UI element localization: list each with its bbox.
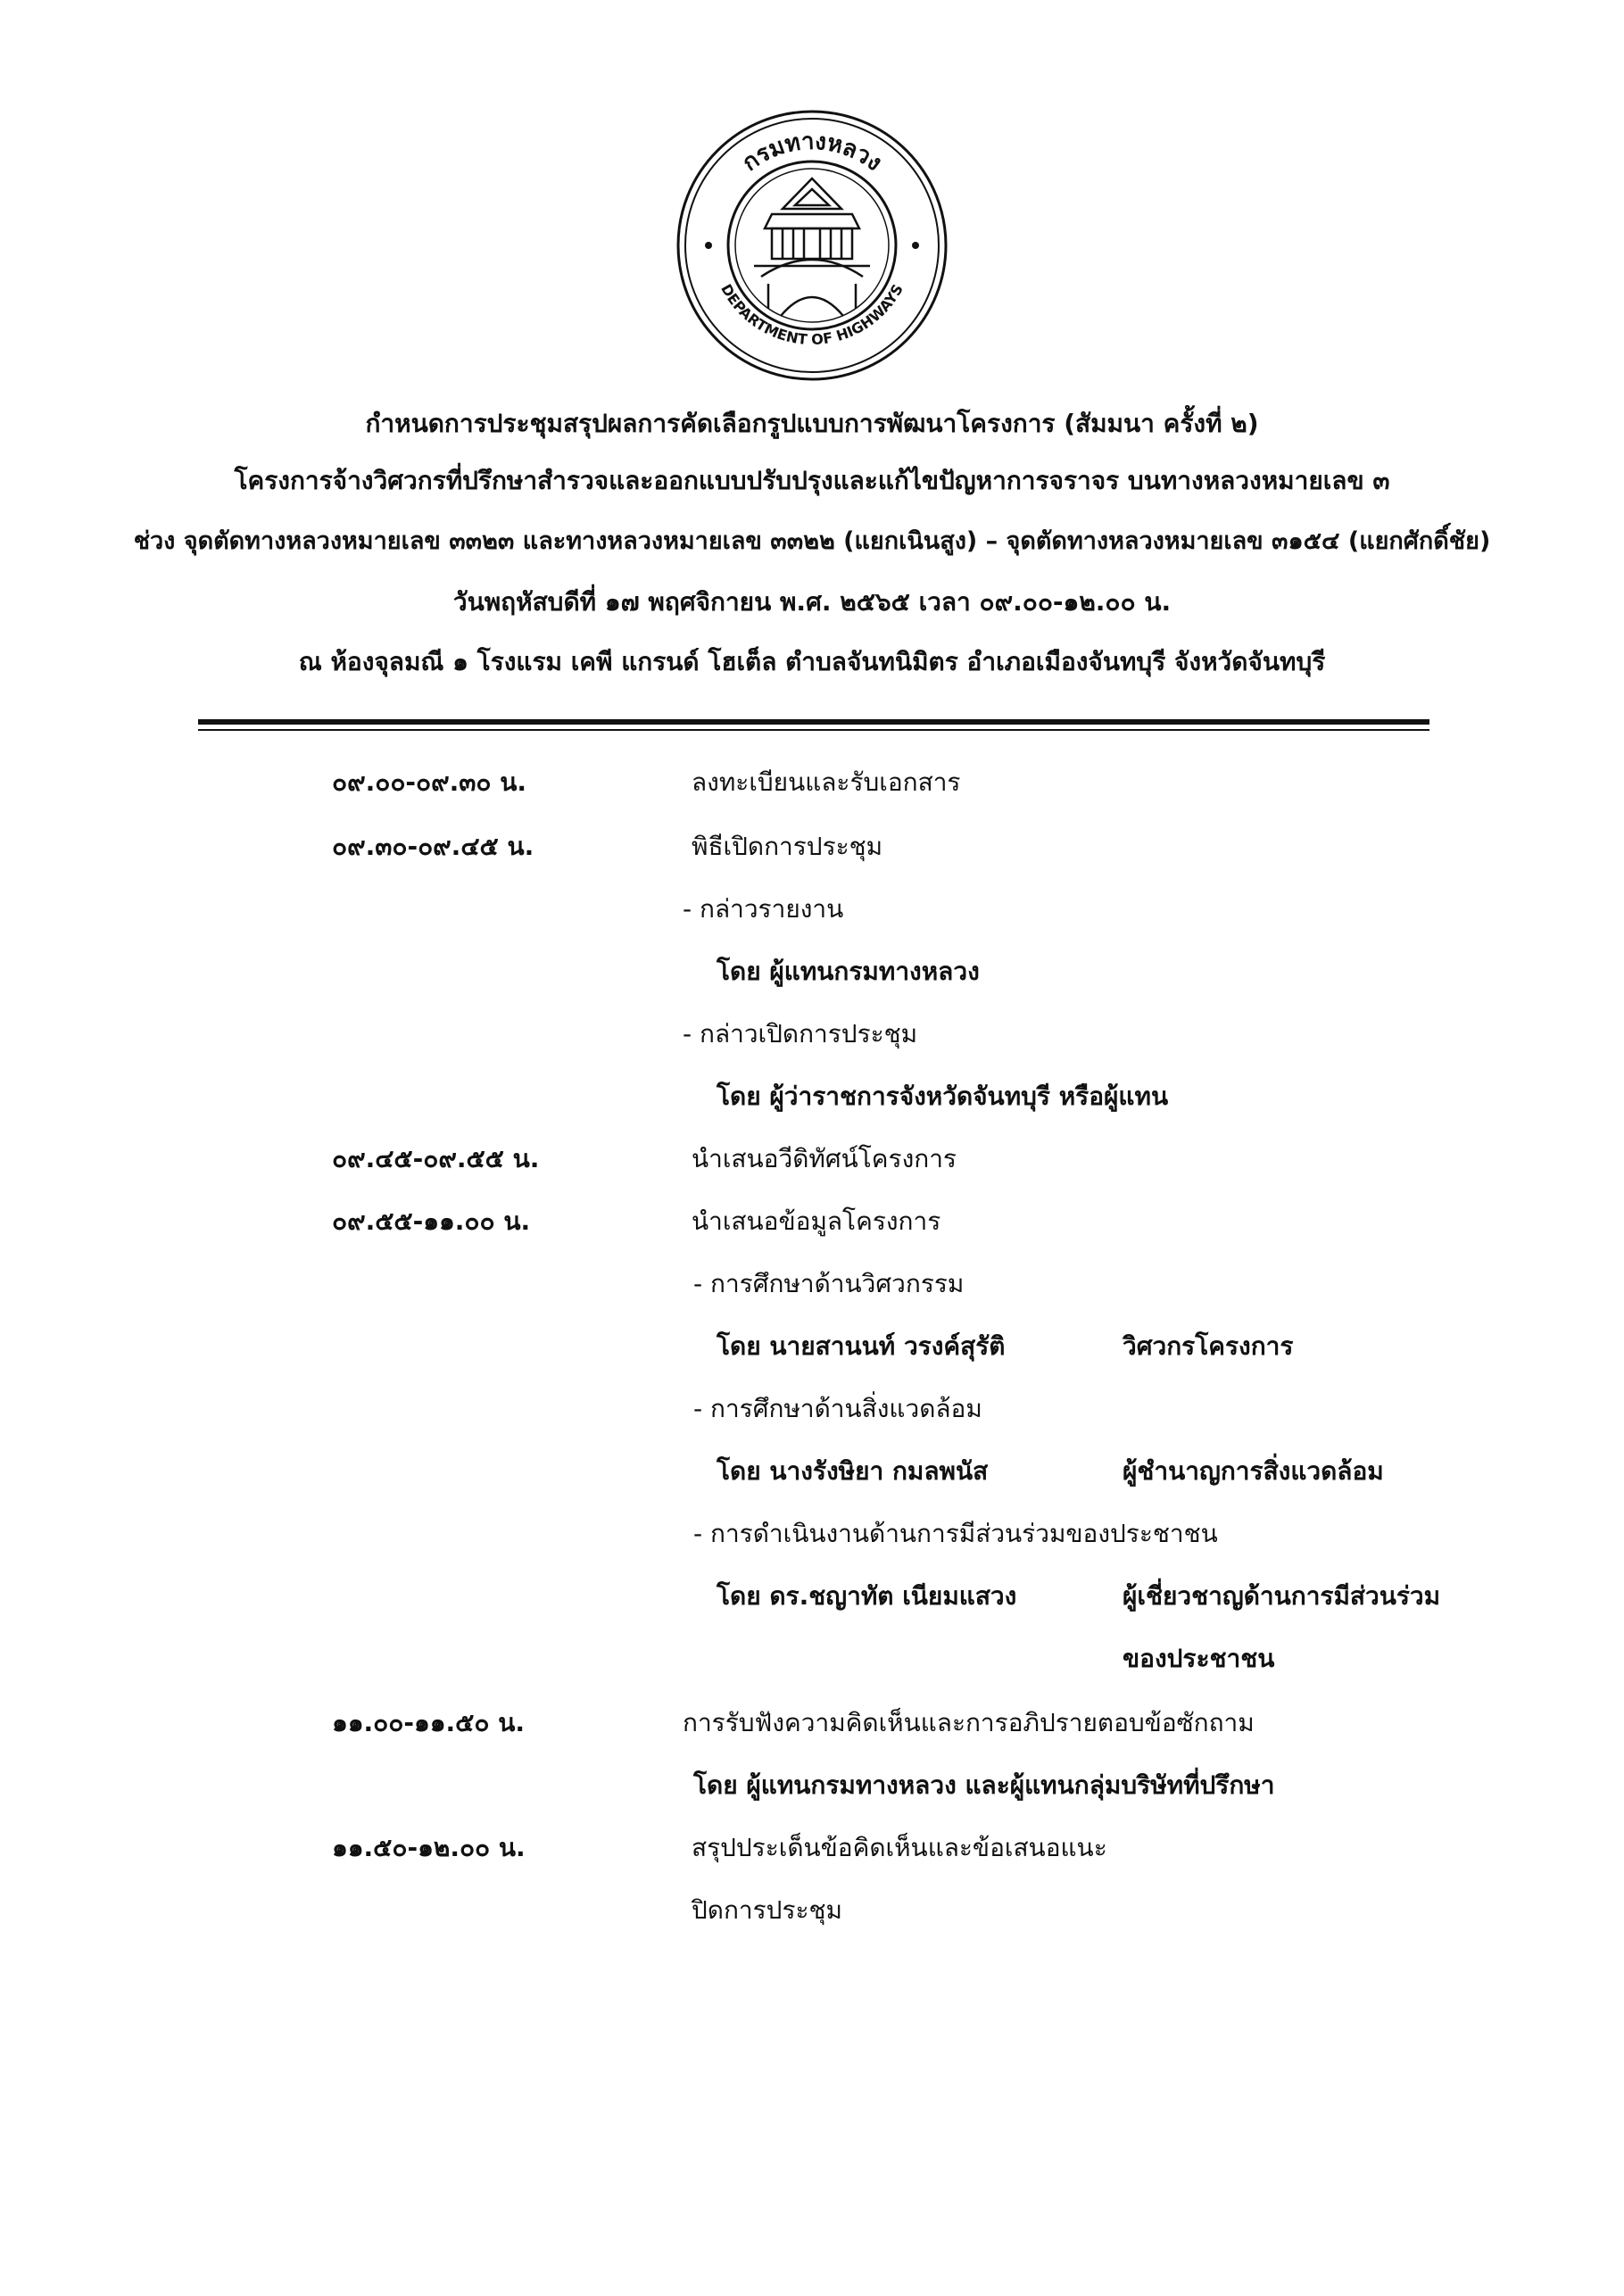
agenda-item-4: นำเสนอข้อมูลโครงการ xyxy=(692,1206,941,1236)
agenda-item-2: พิธีเปิดการประชุม xyxy=(692,832,883,861)
agenda-item-4-sub-3-presenter: โดย ดร.ชญาทัต เนียมแสวง xyxy=(717,1581,1017,1611)
agenda-item-3: นำเสนอวีดิทัศน์โครงการ xyxy=(692,1144,957,1173)
agenda-item-4-sub-2: - การศึกษาด้านสิ่งแวดล้อม xyxy=(693,1394,982,1423)
agenda-item-4-sub-1-role: วิศวกรโครงการ xyxy=(1123,1331,1294,1361)
agenda-item-2-sub-1-presenter: โดย ผู้แทนกรมทางหลวง xyxy=(717,957,980,986)
agenda-item-4-sub-3-role-line-1: ผู้เชี่ยวชาญด้านการมีส่วนร่วม xyxy=(1123,1581,1441,1611)
seal-bottom-text: DEPARTMENT OF HIGHWAYS xyxy=(717,281,907,349)
header-line-1: กำหนดการประชุมสรุปผลการคัดเลือกรูปแบบการพัฒนาโครงการ (สัมมนา ครั้งที่ ๒) xyxy=(365,409,1259,438)
agenda-item-1: ลงทะเบียนและรับเอกสาร xyxy=(692,767,961,797)
agenda-time-2: ๐๙.๓๐-๐๙.๔๕ น. xyxy=(332,832,534,861)
agenda-item-5-presenter: โดย ผู้แทนกรมทางหลวง และผู้แทนกลุ่มบริษัทที่ปรึกษา xyxy=(693,1770,1275,1800)
agenda-item-4-sub-3: - การดำเนินงานด้านการมีส่วนร่วมของประชาชน xyxy=(693,1519,1218,1548)
agenda-item-2-sub-2: - กล่าวเปิดการประชุม xyxy=(683,1019,918,1049)
agenda-item-4-sub-1-presenter: โดย นายสานนท์ วรงค์สุรัติ xyxy=(717,1331,1006,1361)
header-line-3: ช่วง จุดตัดทางหลวงหมายเลข ๓๓๒๓ และทางหลวงหมายเลข ๓๓๒๒ (แยกเนินสูง) – จุดตัดทางหลวงหมายเลข ๓๑๕๔ (แยกศักดิ์ชัย) xyxy=(133,527,1491,555)
department-of-highways-seal xyxy=(675,109,949,382)
agenda-time-4: ๐๙.๕๕-๑๑.๐๐ น. xyxy=(332,1206,531,1236)
agenda-time-3: ๐๙.๔๕-๐๙.๕๕ น. xyxy=(332,1144,540,1173)
agenda-time-5: ๑๑.๐๐-๑๑.๕๐ น. xyxy=(332,1708,525,1737)
agenda-item-4-sub-2-role: ผู้ชำนาญการสิ่งแวดล้อม xyxy=(1123,1456,1384,1486)
agenda-item-2-sub-2-presenter: โดย ผู้ว่าราชการจังหวัดจันทบุรี หรือผู้แทน xyxy=(717,1082,1169,1111)
agenda-item-5: การรับฟังความคิดเห็นและการอภิปรายตอบข้อซักถาม xyxy=(683,1708,1255,1737)
agenda-time-6: ๑๑.๕๐-๑๒.๐๐ น. xyxy=(332,1833,526,1862)
header-line-5: ณ ห้องจุลมณี ๑ โรงแรม เคพี แกรนด์ โฮเต็ล ตำบลจันทนิมิตร อำเภอเมืองจันทบุรี จังหวัดจันทบุรี xyxy=(298,647,1326,676)
separator-thin xyxy=(198,729,1429,731)
header-line-4: วันพฤหัสบดีที่ ๑๗ พฤศจิกายน พ.ศ. ๒๕๖๕ เวลา ๐๙.๐๐-๑๒.๐๐ น. xyxy=(452,587,1172,617)
agenda-item-6: สรุปประเด็นข้อคิดเห็นและข้อเสนอแนะ xyxy=(692,1833,1107,1862)
header-line-2: โครงการจ้างวิศวกรที่ปรึกษาสำรวจและออกแบบปรับปรุงและแก้ไขปัญหาการจราจร บนทางหลวงหมายเลข ๓ xyxy=(234,466,1390,495)
separator-thick xyxy=(198,719,1429,725)
agenda-item-4-sub-3-role-line-2: ของประชาชน xyxy=(1123,1644,1275,1673)
agenda-time-1: ๐๙.๐๐-๐๙.๓๐ น. xyxy=(332,767,527,797)
agenda-item-4-sub-2-presenter: โดย นางรังษิยา กมลพนัส xyxy=(717,1456,989,1486)
agenda-item-2-sub-1: - กล่าวรายงาน xyxy=(683,894,844,924)
agenda-item-4-sub-1: - การศึกษาด้านวิศวกรรม xyxy=(693,1269,965,1298)
seal-top-text: กรมทางหลวง xyxy=(737,128,887,178)
agenda-item-6b: ปิดการประชุม xyxy=(692,1895,842,1925)
